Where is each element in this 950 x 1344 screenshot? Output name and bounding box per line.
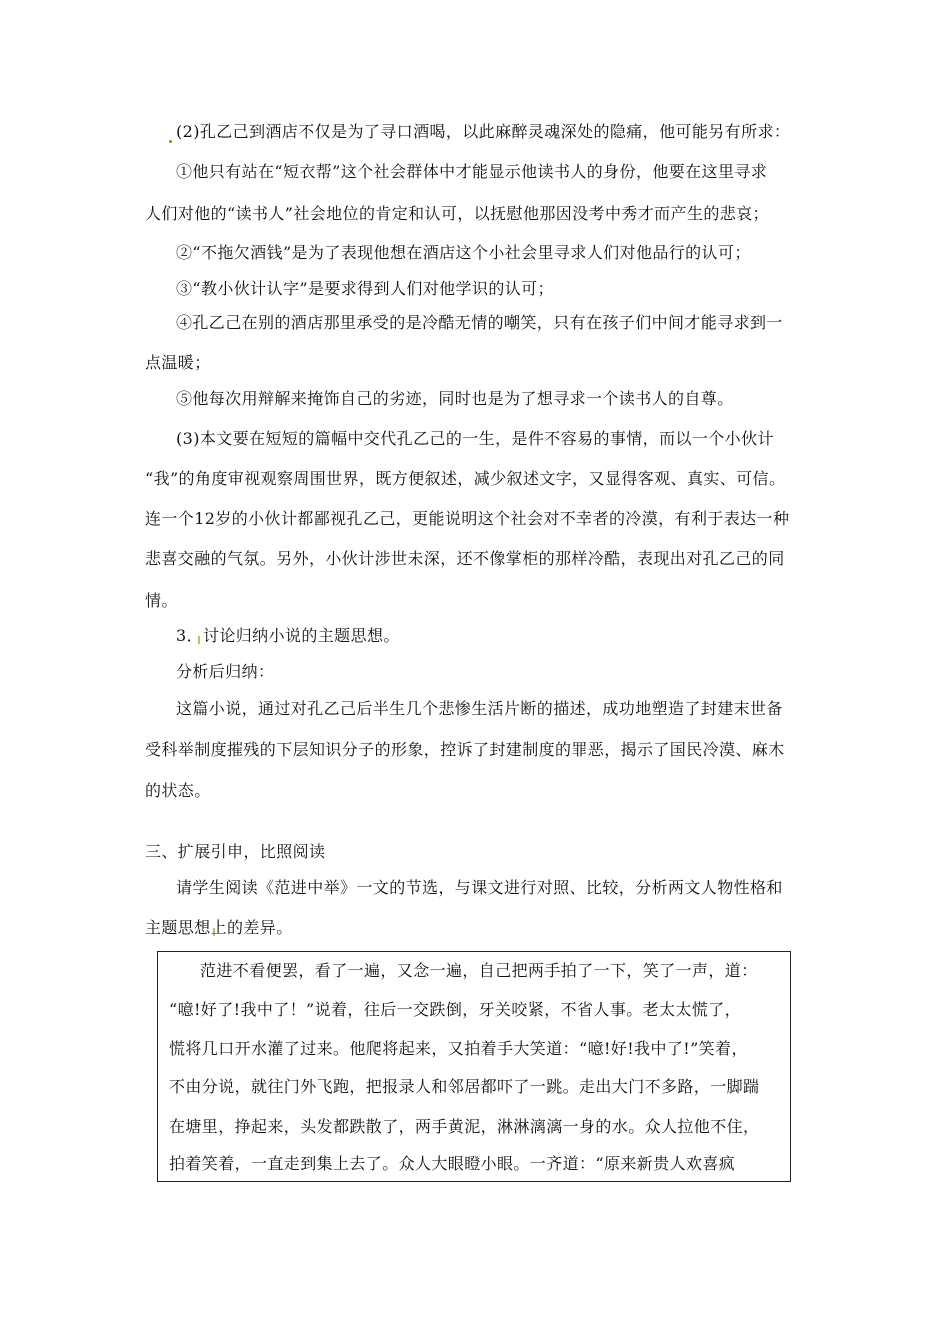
paragraph: ①他只有站在“短衣帮”这个社会群体中才能显示他读书人的身份，他要在这里寻求	[176, 162, 768, 181]
paragraph: 受科举制度摧残的下层知识分子的形象，控诉了封建制度的罪恶，揭示了国民冷漠、麻木	[145, 740, 785, 759]
excerpt-line: 在塘里，挣起来，头发都跌散了，两手黄泥，淋淋漓漓一身的水。众人拉他不住，	[169, 1117, 760, 1136]
paragraph: 请学生阅读《范进中举》一文的节选，与课文进行对照、比较，分析两文人物性格和	[176, 878, 783, 897]
paragraph: 的状态。	[145, 781, 211, 800]
paragraph: 主题思想上的差异。	[145, 918, 293, 937]
paragraph: 人们对他的“读书人”社会地位的肯定和认可，以抚慰他那因没考中秀才而产生的悲哀；	[145, 204, 769, 223]
excerpt-line: 拍着笑着，一直走到集上去了。众人大眼瞪小眼。一齐道：“原来新贵人欢喜疯	[169, 1154, 736, 1173]
excerpt-line: “噫!好了!我中了！”说着，往后一交跌倒，牙关咬紧，不省人事。老太太慌了，	[169, 1000, 742, 1019]
paragraph: (2)孔乙己到酒店不仅是为了寻口酒喝，以此麻醉灵魂深处的隐痛，他可能另有所求：	[176, 122, 791, 141]
paragraph: ⑤他每次用辩解来掩饰自己的劣迹，同时也是为了想寻求一个读书人的自尊。	[176, 389, 734, 408]
paragraph: 这篇小说，通过对孔乙己后半生几个悲惨生活片断的描述，成功地塑造了封建末世备	[176, 699, 783, 718]
paragraph: “我”的角度审视观察周围世界，既方便叙述，减少叙述文字，又显得客观、真实、可信。	[145, 469, 786, 488]
paragraph: ④孔乙己在别的酒店那里承受的是冷酷无情的嘲笑，只有在孩子们中间才能寻求到一	[176, 313, 783, 332]
paragraph: ②“不拖欠酒钱”是为了表现他想在酒店这个小社会里寻求人们对他品行的认可；	[176, 243, 751, 262]
paragraph: 3．讨论归纳小说的主题思想。	[176, 626, 400, 645]
excerpt-line: 慌将几口开水灌了过来。他爬将起来，又拍着手大笑道：“噫!好!我中了!”笑着，	[169, 1039, 748, 1058]
paragraph: (3)本文要在短短的篇幅中交代孔乙己的一生，是件不容易的事情，而以一个小伙计	[176, 429, 774, 448]
paragraph: 分析后归纳：	[176, 662, 275, 681]
excerpt-line: 不由分说，就往门外飞跑，把报录人和邻居都吓了一跳。走出大门不多路，一脚踹	[169, 1077, 760, 1096]
paragraph: ③“教小伙计认字”是要求得到人们对他学识的认可；	[176, 279, 554, 298]
excerpt-line: 范进不看便罢，看了一遍，又念一遍，自己把两手拍了一下，笑了一声，道：	[200, 961, 758, 980]
paragraph: 连一个12岁的小伙计都鄙视孔乙己，更能说明这个社会对不幸者的冷漠，有利于表达一种	[145, 509, 790, 528]
editor-mark	[169, 140, 172, 143]
paragraph: 情。	[145, 591, 178, 610]
paragraph: 悲喜交融的气氛。另外，小伙计涉世未深，还不像掌柜的那样冷酷，表现出对孔乙己的同	[145, 549, 785, 568]
paragraph: 点温暖；	[145, 353, 211, 372]
excerpt-box	[157, 951, 791, 1182]
section-heading: 三、扩展引申，比照阅读	[145, 842, 326, 861]
